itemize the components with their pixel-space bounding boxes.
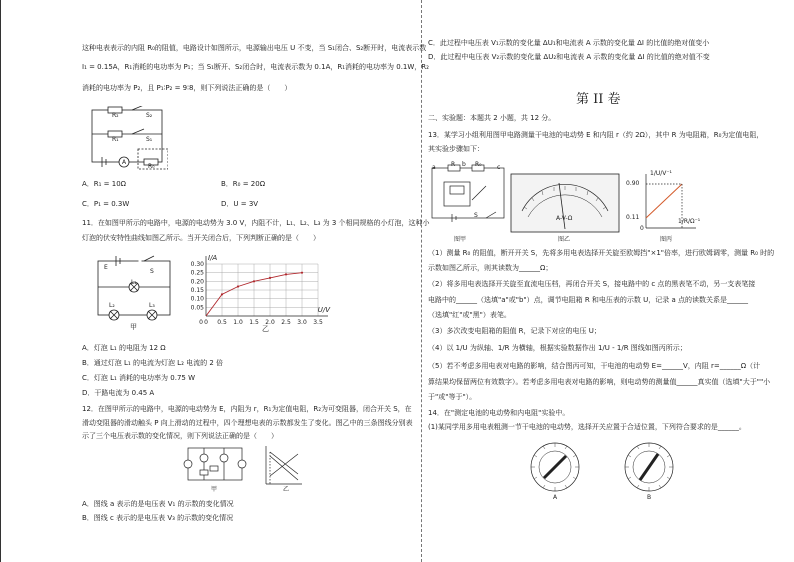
- column-divider: [421, 0, 422, 562]
- q14-line-1: 14．在"测定电池的电动势和内电阻"实验中。: [428, 409, 570, 417]
- q10-circuit-diagram: [88, 106, 168, 172]
- q13-step-2c: （选填"红"或"黑"）表笔。: [428, 311, 511, 319]
- q13-label-r: R: [451, 161, 456, 168]
- q10-label-ammeter: A: [122, 159, 127, 166]
- q10-line-2: I₁ = 0.15A，R₁消耗的电功率为 P₁；当 S₁断开、S₂闭合时，电流表示数为 0.1A，R₁消耗的电功率为 0.1W，R₂: [82, 63, 429, 71]
- y-tick-label: 0.05: [190, 304, 204, 312]
- q13-step-1a: （1）测量 R₀ 的阻值，断开开关 S，先将多用电表选择开关旋至欧姆挡"×1"倍率，进行欧姆调零，测量 R₀ 时的: [428, 249, 775, 257]
- right-column: [424, 0, 794, 562]
- origin-label: 0: [199, 319, 203, 326]
- section-heading: 二、实验题：本题共 2 小题，共 12 分。: [428, 114, 556, 122]
- y-tick-label: 0.15: [190, 287, 204, 294]
- x-tick-label: 2.5: [281, 319, 291, 326]
- q13-graph-y-bottom: 0.11: [626, 214, 640, 221]
- q11-label-s: S: [150, 268, 154, 275]
- q11-caption-jia: 甲: [130, 323, 137, 331]
- q13-step-5b: 算结果均保留两位有效数字）。若考虑多用电表对电路的影响，则电动势的测量值______真实值（选填"大于""小: [428, 378, 771, 386]
- y-tick-label: 0.20: [190, 278, 204, 286]
- q11-line-2: 灯泡的伏安特性曲线如图乙所示。当开关闭合后，下列判断正确的是（ ）: [82, 234, 320, 242]
- q13-caption-bing: 图丙: [660, 236, 673, 243]
- q12-caption-yi: 乙: [283, 486, 290, 493]
- q14-selector-dial-b: [618, 440, 680, 494]
- q13-caption-jia: 图甲: [454, 236, 467, 243]
- q13-circuit-diagram: [428, 160, 508, 230]
- q14-dial-a-caption: A: [553, 494, 558, 501]
- q13-graph-ylabel: 1/U/V⁻¹: [650, 170, 672, 177]
- q13-step-5c: 于"或"等于"）。: [428, 393, 477, 401]
- data-point: [269, 277, 271, 279]
- x-axis-label: U/V: [317, 306, 330, 314]
- q12-circuit-diagram: [182, 444, 248, 484]
- y-tick-label: 0.10: [190, 295, 204, 303]
- q11-caption-yi: 乙: [262, 325, 269, 333]
- q11-option-b: B．通过灯泡 L₁ 的电流为灯泡 L₂ 电流的 2 倍: [82, 359, 224, 367]
- data-point: [301, 272, 303, 274]
- data-point: [221, 293, 223, 295]
- q12-line-1: 12．在图甲所示的电路中，电源的电动势为 E，内阻为 r，R₁为定值电阻，R₂为可变阻器，闭合开关 S，在: [82, 405, 412, 413]
- q13-graph-xlabel: 1/R/Ω⁻¹: [678, 218, 701, 225]
- x-tick-label: 0: [204, 319, 208, 326]
- q11-option-a: A．灯泡 L₁ 的电阻为 12 Ω: [82, 344, 166, 352]
- q13-label-s: S: [474, 212, 478, 219]
- q14-line-2: (1)某同学用多用电表粗测一节干电池的电动势，选择开关应置于合适位置，下列符合要求的是______。: [428, 423, 746, 431]
- q10-option-d: D．U = 3V: [221, 200, 259, 208]
- q13-step-5a: （5）若不考虑多用电表对电路的影响，结合图丙可知，干电池的电动势 E=______V，内阻 r=______Ω（计: [428, 362, 761, 370]
- q10-label-s2: S₂: [146, 112, 153, 119]
- q13-step-4: （4）以 1/U 为纵轴、1/R 为横轴，根据实验数据作出 1/U - 1/R 图线如图丙所示；: [428, 344, 687, 352]
- q12-option-c: C．此过程中电压表 V₁示数的变化量 ΔU₁和电流表 A 示数的变化量 ΔI 的比值的绝对值变小: [428, 39, 710, 47]
- q12-option-b: B．图线 c 表示的是电压表 V₃ 的示数的变化情况: [82, 514, 234, 522]
- q13-caption-yi: 图乙: [558, 236, 571, 243]
- q11-label-l2: L₂: [109, 302, 115, 309]
- q14-selector-dial-a: [524, 440, 586, 494]
- q13-graph-origin: 0: [640, 225, 644, 232]
- q13-step-3: （3）多次改变电阻箱的阻值 R，记录下对应的电压 U；: [428, 327, 601, 335]
- q12-caption-jia: 甲: [211, 486, 218, 493]
- q11-option-c: C．灯泡 L₁ 消耗的电功率为 0.75 W: [82, 374, 196, 382]
- x-tick-label: 3.5: [313, 319, 323, 326]
- q13-label-c: c: [497, 164, 501, 171]
- q10-option-c: C．P₁ = 0.3W: [82, 200, 130, 208]
- data-point: [253, 280, 255, 282]
- q10-line-1: 这种电表表示的内阻 R₀的阻值，电路设计如图所示，电源输出电压 U 不变，当 S₁闭合、S₂断开时，电流表示数: [82, 44, 427, 52]
- data-point: [285, 273, 287, 275]
- q13-label-r0: R₀: [475, 161, 482, 168]
- q11-label-l1: L₁: [131, 279, 137, 286]
- x-tick-label: 1.5: [249, 319, 259, 326]
- section-title: 第 II 卷: [576, 92, 621, 107]
- q12-option-d: D．此过程中电压表 V₂示数的变化量 ΔU₂和电流表 A 示数的变化量 ΔI 的比值的绝对值不变: [428, 53, 710, 61]
- q13-meter-label: A-V-Ω: [556, 215, 573, 222]
- q11-iv-chart: [186, 252, 336, 334]
- q13-label-a: a: [432, 164, 436, 171]
- q13-multimeter-dial: [510, 173, 620, 233]
- q10-line-3: 消耗的电功率为 P₂，且 P₁∶P₂ = 9∶8，则下列说法正确的是（ ）: [82, 84, 292, 92]
- q12-line-2: 滑动变阻器的滑动触头 P 向上滑动的过程中，四个理想电表的示数都发生了变化。图乙中的三条图线分别表: [82, 419, 413, 427]
- q10-label-r1: R₁: [112, 136, 119, 143]
- q11-label-e: E: [104, 264, 108, 271]
- q13-step-2b: 电路中的______（选填"a"或"b"）点，调节电阻箱 R 和电压表的示数 U，记录 a 点的读数关系是______: [428, 296, 749, 304]
- q13-line-1: 13．某学习小组利用图甲电路测量干电池的电动势 E 和内阻 r（约 2Ω），其中 R 为电阻箱，R₀为定值电阻，: [428, 131, 764, 139]
- q11-label-l3: L₃: [149, 302, 155, 309]
- data-point: [237, 285, 239, 287]
- q11-option-d: D．干路电流为 0.45 A: [82, 389, 155, 397]
- x-tick-label: 2.0: [265, 319, 275, 326]
- q10-label-r2: R₂: [112, 112, 119, 119]
- q11-line-1: 11．在如图甲所示的电路中，电源的电动势为 3.0 V，内阻不计，L₁、L₂、L₃ 为 3 个相同规格的小灯泡，这种小: [82, 219, 430, 227]
- y-tick-label: 0.30: [190, 261, 204, 268]
- x-tick-label: 1.0: [233, 319, 243, 326]
- x-tick-label: 3.0: [297, 319, 307, 326]
- q13-step-1b: 示数如图乙所示，则其读数为______Ω；: [428, 264, 553, 272]
- q10-option-b: B．R₀ = 20Ω: [221, 180, 266, 188]
- q13-label-b: b: [462, 161, 466, 168]
- q12-graph-lines: [262, 444, 304, 486]
- y-tick-label: 0.25: [190, 269, 204, 277]
- q10-label-s1: S₁: [146, 136, 153, 143]
- q10-label-r0: R₀: [148, 163, 155, 170]
- q13-graph-y-top: 0.90: [626, 180, 640, 187]
- y-axis-label: I/A: [208, 254, 218, 262]
- q12-option-a: A．图线 a 表示的是电压表 V₁ 的示数的变化情况: [82, 500, 234, 508]
- x-tick-label: 0.5: [217, 319, 227, 326]
- q10-option-a: A．R₁ = 10Ω: [82, 180, 127, 188]
- q13-step-2a: （2）将多用电表选择开关旋至直流电压档，再闭合开关 S，接电路中的 c 点的黑表笔不动，另一支表笔接: [428, 280, 756, 288]
- q14-dial-b-caption: B: [647, 494, 652, 501]
- q13-line-2: 其实验步骤如下：: [428, 145, 484, 153]
- q12-line-3: 示了三个电压表示数的变化情况，则下列说法正确的是（ ）: [82, 432, 278, 440]
